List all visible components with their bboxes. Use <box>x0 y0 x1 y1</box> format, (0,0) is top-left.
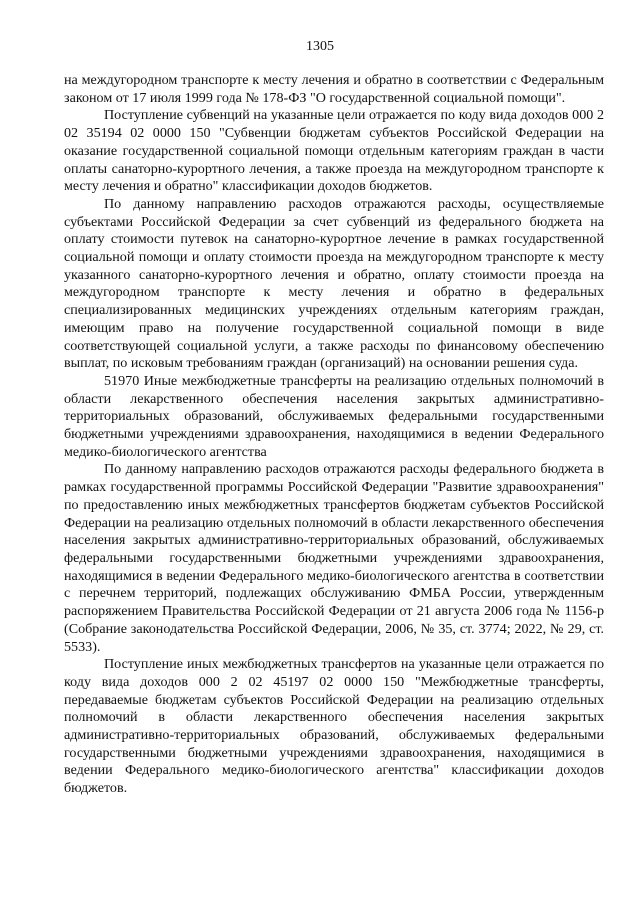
paragraph-4-heading: 51970 Иные межбюджетные трансферты на реализацию отдельных полномочий в области лекарственного обеспечения населения закрытых административно-территориальных образований, обслуживаемых федеральными государственными бюджетными учреждениями здравоохранения, находящимися в ведении Федерального медико-биологического агентства <box>64 372 604 460</box>
document-body <box>64 72 604 798</box>
paragraph-2: Поступление субвенций на указанные цели отражается по коду вида доходов 000 2 02 35194 02 0000 150 "Субвенции бюджетам субъектов Российской Федерации на оказание государственной социальной помощи отдельным категориям граждан в части оплаты санаторно-курортного лечения, а также проезда на междугородном транспорте к месту лечения и обратно" классификации доходов бюджетов. <box>64 107 604 195</box>
paragraph-1: на междугородном транспорте к месту лечения и обратно в соответствии с Федеральным законом от 17 июля 1999 года № 178-ФЗ "О государственной социальной помощи". <box>64 72 604 106</box>
page-number: 1305 <box>306 39 334 54</box>
paragraph-3: По данному направлению расходов отражаются расходы, осуществляемые субъектами Российской Федерации за счет субвенций из федерального бюджета на оплату стоимости путевок на санаторно-курортное лечение в рамках государственной социальной помощи и оплату стоимости проезда на междугородном транспорте к месту указанного санаторно-курортного лечения и обратно, оплату стоимости проезда на междугородном транспорте к месту лечения и обратно в федеральных специализированных медицинских учреждениях отдельным категориям граждан, имеющим право на получение государственной социальной помощи в виде соответствующей социальной услуги, а также расходы по финансовому обеспечению выплат, по исковым требованиям граждан (организаций) на основании решения суда. <box>64 195 604 372</box>
paragraph-5: По данному направлению расходов отражаются расходы федерального бюджета в рамках государственной программы Российской Федерации "Развитие здравоохранения" по предоставлению иных межбюджетных трансфертов бюджетам субъектов Российской Федерации на реализацию отдельных полномочий в области лекарственного обеспечения населения закрытых административно-территориальных образований, обслуживаемых федеральными государственными бюджетными учреждениями здравоохранения, находящимися в ведении Федерального медико-биологического агентства в соответствии с перечнем территорий, подлежащих обслуживанию ФМБА России, утвержденным распоряжением Правительства Российской Федерации от 21 августа 2006 года № 1156-р (Собрание законодательства Российской Федерации, 2006, № 35, ст. 3774; 2022, № 29, ст. 5533). <box>64 461 604 655</box>
paragraph-6: Поступление иных межбюджетных трансфертов на указанные цели отражается по коду вида доходов 000 2 02 45197 02 0000 150 "Межбюджетные трансферты, передаваемые бюджетам субъектов Российской Федерации на реализацию отдельных полномочий в области лекарственного обеспечения населения закрытых административно-территориальных образований, обслуживаемых федеральными государственными бюджетными учреждениями здравоохранения, находящимися в ведении Федерального медико-биологического агентства" классификации доходов бюджетов. <box>64 656 604 797</box>
